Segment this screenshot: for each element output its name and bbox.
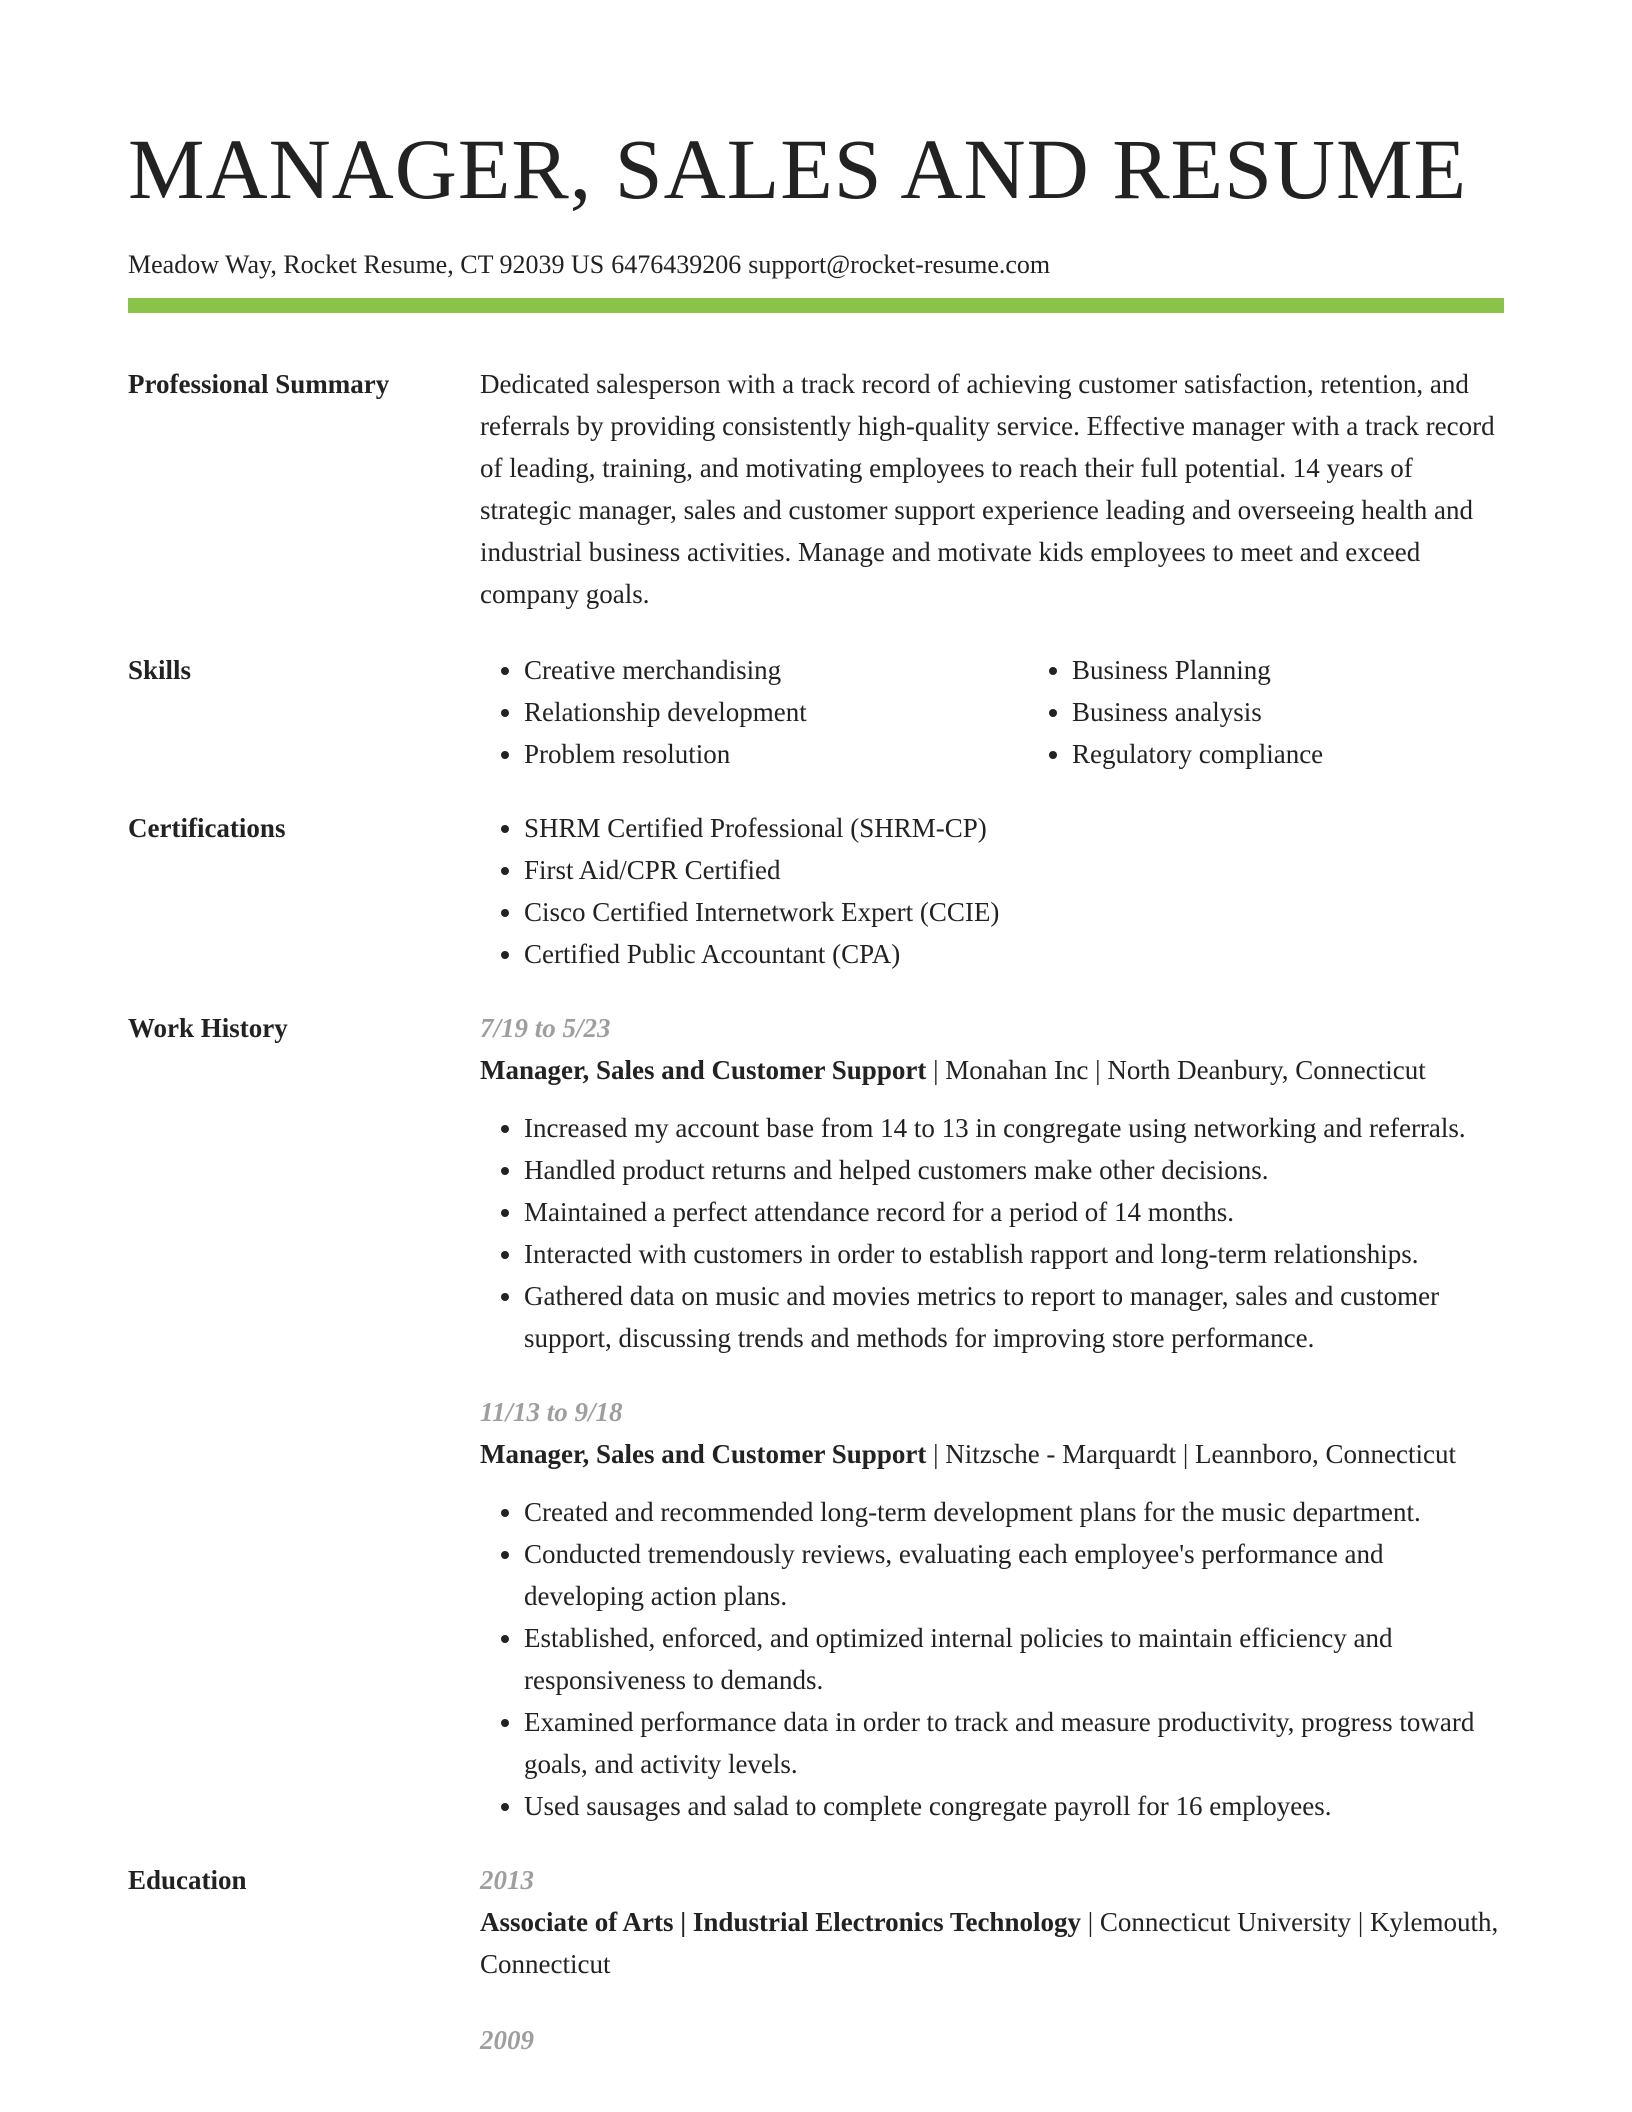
job-bullet: • Interacted with customers in order to establish rapport and long-term relationships. bbox=[524, 1233, 1504, 1275]
education-line bbox=[480, 1901, 1504, 1985]
summary-section bbox=[128, 363, 1504, 615]
resume-name: MANAGER, SALES AND RESUME bbox=[128, 121, 1468, 217]
job-entry bbox=[480, 1391, 1504, 1827]
summary-text: Dedicated salesperson with a track record of achieving customer satisfaction, retention, and referrals by providing consistently high-quality service. Effective manager with a track record of leading, training, and motivating employees to reach their full potential. 14 years of strategic manager, sales and customer support experience leading and overseeing health and industrial business activities. Manage and motivate kids employees to meet and exceed company goals. bbox=[480, 369, 1495, 609]
skill-item: • Business analysis bbox=[1072, 691, 1323, 733]
job-bullet: • Handled product returns and helped customers make other decisions. bbox=[524, 1149, 1504, 1191]
section-title-skills: Skills bbox=[128, 655, 192, 685]
job-bullet: • Created and recommended long-term development plans for the music department. bbox=[524, 1491, 1504, 1533]
education-date: 2009 bbox=[480, 2025, 534, 2055]
skill-item: • Relationship development bbox=[524, 691, 1028, 733]
skill-item: • Business Planning bbox=[1072, 649, 1323, 691]
certification-item: • SHRM Certified Professional (SHRM-CP) bbox=[524, 807, 1504, 849]
job-bullet: • Increased my account base from 14 to 13 in congregate using networking and referrals. bbox=[524, 1107, 1504, 1149]
resume-page bbox=[128, 0, 1504, 2061]
job-details: | Nitzsche - Marquardt | Leannboro, Connecticut bbox=[926, 1439, 1456, 1469]
skill-item: • Creative merchandising bbox=[524, 649, 1028, 691]
skills-list-right bbox=[1028, 649, 1323, 775]
section-title-summary: Professional Summary bbox=[128, 369, 390, 399]
certification-item: • Certified Public Accountant (CPA) bbox=[524, 933, 1504, 975]
job-title-line bbox=[480, 1433, 1504, 1475]
section-title-education: Education bbox=[128, 1865, 247, 1895]
contact-email[interactable]: support@rocket-resume.com bbox=[748, 250, 1051, 279]
education-details: | Connecticut University | Kylemouth, Connecticut bbox=[480, 1907, 1499, 1979]
contact-phone: 6476439206 bbox=[611, 250, 742, 279]
contact-address: Meadow Way, Rocket Resume, CT 92039 US bbox=[128, 250, 605, 279]
job-title-line bbox=[480, 1049, 1504, 1091]
education-degree: Associate of Arts | Industrial Electronics Technology bbox=[480, 1907, 1081, 1937]
job-bullet: • Maintained a perfect attendance record for a period of 14 months. bbox=[524, 1191, 1504, 1233]
job-entry bbox=[480, 1007, 1504, 1359]
job-bullet: • Gathered data on music and movies metrics to report to manager, sales and customer support, discussing trends and methods for improving store performance. bbox=[524, 1275, 1504, 1359]
skills-list-left bbox=[480, 649, 1028, 775]
job-role: Manager, Sales and Customer Support bbox=[480, 1055, 927, 1085]
education-section bbox=[128, 1859, 1504, 2061]
job-role: Manager, Sales and Customer Support bbox=[480, 1439, 927, 1469]
contact-line bbox=[128, 248, 1504, 282]
job-date: 11/13 to 9/18 bbox=[480, 1397, 623, 1427]
certifications-section bbox=[128, 807, 1504, 975]
header-divider bbox=[128, 298, 1504, 313]
skills-section bbox=[128, 649, 1504, 775]
job-date: 7/19 to 5/23 bbox=[480, 1013, 611, 1043]
certification-item: • Cisco Certified Internetwork Expert (CCIE) bbox=[524, 891, 1504, 933]
job-bullet: • Examined performance data in order to track and measure productivity, progress toward goals, and activity levels. bbox=[524, 1701, 1504, 1785]
education-entry bbox=[480, 2019, 1504, 2061]
section-title-work-history: Work History bbox=[128, 1013, 288, 1043]
job-bullet: • Conducted tremendously reviews, evaluating each employee's performance and developing action plans. bbox=[524, 1533, 1504, 1617]
skill-item: • Regulatory compliance bbox=[1072, 733, 1323, 775]
education-date: 2013 bbox=[480, 1865, 534, 1895]
job-details: | Monahan Inc | North Deanbury, Connecticut bbox=[926, 1055, 1426, 1085]
certifications-list bbox=[480, 807, 1504, 975]
education-entry bbox=[480, 1859, 1504, 1985]
certification-item: • First Aid/CPR Certified bbox=[524, 849, 1504, 891]
job-bullets bbox=[480, 1491, 1504, 1827]
section-title-certifications: Certifications bbox=[128, 813, 286, 843]
work-history-section bbox=[128, 1007, 1504, 1827]
job-bullet: • Used sausages and salad to complete congregate payroll for 16 employees. bbox=[524, 1785, 1504, 1827]
skill-item: • Problem resolution bbox=[524, 733, 1028, 775]
job-bullets bbox=[480, 1107, 1504, 1359]
job-bullet: • Established, enforced, and optimized internal policies to maintain efficiency and responsiveness to demands. bbox=[524, 1617, 1504, 1701]
